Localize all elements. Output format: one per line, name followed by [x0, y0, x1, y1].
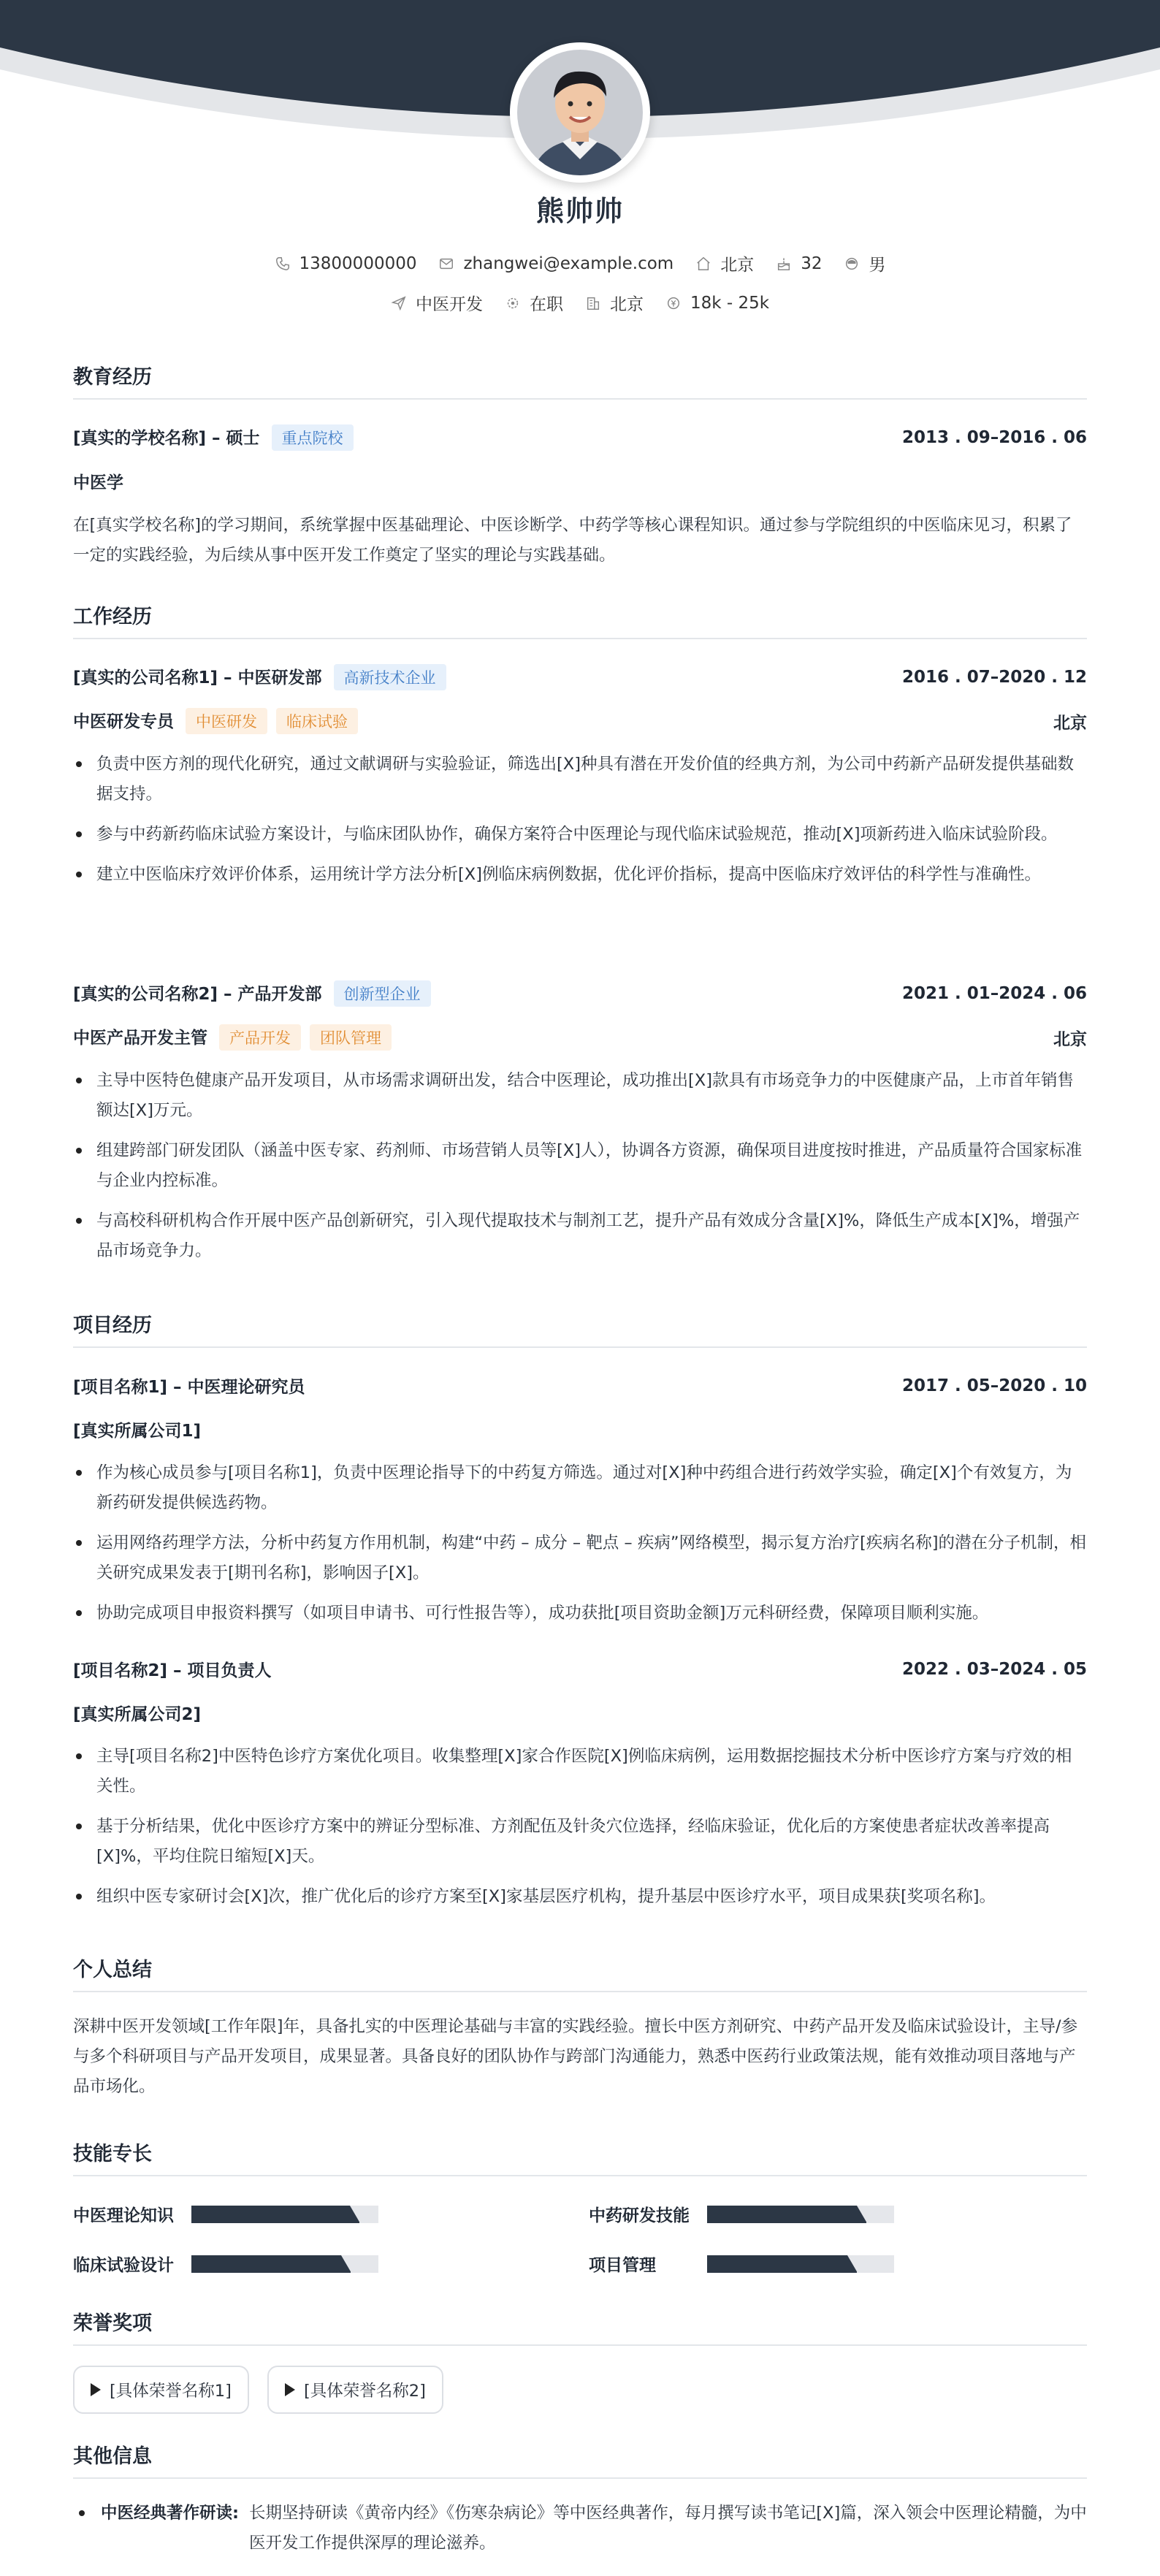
status-icon [505, 295, 521, 311]
project-name: [项目名称2] – 项目负责人 [73, 1661, 272, 1680]
company-name: [真实的公司名称1] – 中医研发部 [73, 668, 322, 687]
company-name: [真实的公司名称2] – 产品开发部 [73, 985, 322, 1004]
role-group [73, 708, 358, 734]
list-item: 协助完成项目申报资料撰写（如项目申请书、可行性报告等），成功获批[项目资助金额]万元科研经费，保障项目顺利实施。 [73, 1598, 1087, 1628]
bullet-dot [79, 2510, 85, 2516]
phone-text: 13800000000 [299, 254, 417, 273]
job-bullets [73, 750, 1087, 900]
project-bullets [73, 1742, 1087, 1922]
project-org: [真实所属公司1] [73, 1422, 202, 1441]
job-info-row [0, 291, 1160, 315]
summary-text: 深耕中医开发领域[工作年限]年，具备扎实的中医理论基础与丰富的实践经验。擅长中医方剂研究、中药产品开发及临床试验设计，主导/参与多个科研项目与产品开发项目，成果显著。具备良好的团队协作与跨部门沟通能力，熟悉中医药行业政策法规，能有效推动项目落地与产品市场化。 [73, 2017, 1078, 2096]
company-name-group [73, 664, 446, 690]
list-item: 运用网络药理学方法，分析中药复方作用机制，构建“中药 – 成分 – 靶点 – 疾病”网络模型，揭示复方治疗[疾病名称]的潜在分子机制，相关研究成果发表于[期刊名称]，影响因子[X]。 [73, 1528, 1087, 1588]
project-period: 2017 . 05–2020 . 10 [901, 1376, 1087, 1395]
list-item: 参与中药新药临床试验方案设计，与临床团队协作，确保方案符合中医理论与现代临床试验规范，推动[X]项新药进入临床试验阶段。 [73, 820, 1087, 850]
skill-item [589, 2202, 894, 2226]
project-name: [项目名称1] – 中医理论研究员 [73, 1378, 305, 1397]
skill-bar-fill [191, 2206, 359, 2223]
list-item: 负责中医方剂的现代化研究，通过文献调研与实验验证，筛选出[X]种具有潜在开发价值的经典方剂，为公司中药新产品研发提供基础数据支持。 [73, 750, 1087, 809]
salary-item [665, 294, 769, 313]
gender-item [844, 251, 885, 275]
education-section-title: 教育经历 [73, 361, 1087, 400]
location-text: 北京 [720, 256, 755, 275]
avatar [510, 42, 650, 183]
target-position-text: 中医开发 [415, 295, 483, 314]
honors-section-title: 荣誉奖项 [73, 2307, 1087, 2346]
education-period: 2013 . 09–2016 . 06 [901, 428, 1087, 447]
summary-section-title: 个人总结 [73, 1954, 1087, 1992]
age-item [776, 254, 822, 273]
role-tag: 临床试验 [276, 708, 358, 734]
list-item: 组织中医专家研讨会[X]次，推广优化后的诊疗方案至[X]家基层医疗机构，提升基层中医诊疗水平，项目成果获[奖项名称]。 [73, 1882, 1087, 1912]
list-item: 主导中医特色健康产品开发项目，从市场需求调研出发，结合中医理论，成功推出[X]款具有市场竞争力的中医健康产品，上市首年销售额达[X]万元。 [73, 1066, 1087, 1126]
gender-icon [844, 256, 860, 272]
location-item [695, 251, 754, 275]
project-header [73, 1373, 1087, 1398]
job-period: 2021 . 01–2024 . 06 [901, 984, 1087, 1003]
age-icon [776, 256, 792, 272]
role-group [73, 1024, 392, 1051]
skill-item [73, 2202, 378, 2226]
work-section-title: 工作经历 [73, 601, 1087, 639]
school-name: [真实的学校名称] – 硕士 [73, 429, 260, 448]
skill-item [589, 2252, 894, 2276]
school-name-group [73, 424, 354, 451]
job-header [73, 980, 1087, 1007]
skill-bar [707, 2206, 894, 2223]
list-item: 作为核心成员参与[项目名称1]，负责中医理论指导下的中药复方筛选。通过对[X]种中药组合进行药效学实验，确定[X]个有效复方，为新药研发提供候选药物。 [73, 1458, 1087, 1518]
education-header [73, 424, 1087, 451]
skill-name: 中医理论知识 [73, 2206, 174, 2225]
honor-item [267, 2366, 443, 2414]
job-city: 北京 [1053, 1029, 1087, 1049]
status-text: 在职 [529, 295, 563, 314]
skill-bar [191, 2255, 378, 2273]
other-info-label: 中医经典著作研读: [101, 2504, 239, 2523]
project-org: [真实所属公司2] [73, 1705, 202, 1724]
others-section-title: 其他信息 [73, 2440, 1087, 2479]
list-item: 建立中医临床疗效评价体系，运用统计学方法分析[X]例临床病例数据，优化评价指标，提高中医临床疗效评估的科学性与准确性。 [73, 860, 1087, 890]
company-name-group [73, 980, 431, 1007]
job-bullets [73, 1066, 1087, 1276]
skill-name: 中药研发技能 [589, 2206, 690, 2225]
education-description: 在[真实学校名称]的学习期间，系统掌握中医基础理论、中医诊断学、中药学等核心课程知识。通过参与学院组织的中医临床见习，积累了一定的实践经验，为后续从事中医开发工作奠定了坚实的理论与实践基础。 [73, 516, 1072, 565]
job-city: 北京 [1053, 713, 1087, 733]
salary-icon [665, 295, 682, 311]
skill-bar [191, 2206, 378, 2223]
role-tag: 团队管理 [310, 1024, 392, 1051]
skill-bar-fill [707, 2255, 857, 2273]
mail-icon [438, 256, 454, 272]
list-item: 基于分析结果，优化中医诊疗方案中的辨证分型标准、方剂配伍及针灸穴位选择，经临床验证，优化后的方案使患者症状改善率提高[X]%，平均住院日缩短[X]天。 [73, 1812, 1087, 1872]
job-header [73, 664, 1087, 690]
job-role: 中医研发专员 [73, 712, 174, 731]
skill-item [73, 2252, 378, 2276]
job-role-row [73, 708, 1087, 734]
company-tag: 创新型企业 [334, 980, 431, 1007]
project-period: 2022 . 03–2024 . 05 [901, 1659, 1087, 1679]
honor-name: [具体荣誉名称1] [110, 2382, 232, 2401]
phone-icon [275, 256, 291, 272]
skill-bar-fill [191, 2255, 351, 2273]
role-tag: 中医研发 [186, 708, 267, 734]
work-city-text: 北京 [609, 295, 644, 314]
contact-info-row [0, 251, 1160, 275]
list-item: 主导[项目名称2]中医特色诊疗方案优化项目。收集整理[X]家合作医院[X]例临床病例，运用数据挖掘技术分析中医诊疗方案与疗效的相关性。 [73, 1742, 1087, 1802]
triangle-icon [91, 2383, 101, 2396]
work-city-item [585, 291, 644, 315]
role-tag: 产品开发 [219, 1024, 301, 1051]
status-item [505, 291, 563, 315]
list-item: 与高校科研机构合作开展中医产品创新研究，引入现代提取技术与制剂工艺，提升产品有效成分含量[X]%，降低生产成本[X]%，增强产品市场竞争力。 [73, 1206, 1087, 1266]
school-tag: 重点院校 [272, 424, 354, 451]
other-info-text: 长期坚持研读《黄帝内经》《伤寒杂病论》等中医经典著作，每月撰写读书笔记[X]篇，深入领会中医理论精髓，为中医开发工作提供深厚的理论滋养。 [249, 2504, 1087, 2553]
projects-section-title: 项目经历 [73, 1309, 1087, 1348]
project-header [73, 1657, 1087, 1681]
candidate-name: 熊帅帅 [535, 195, 624, 227]
skill-name: 项目管理 [589, 2256, 656, 2275]
list-item: 组建跨部门研发团队（涵盖中医专家、药剂师、市场营销人员等[X]人），协调各方资源，确保项目进度按时推进，产品质量符合国家标准与企业内控标准。 [73, 1136, 1087, 1196]
target-position-item [391, 291, 483, 315]
salary-text: 18k - 25k [690, 293, 770, 313]
phone-item [275, 254, 417, 273]
major: 中医学 [73, 473, 123, 492]
skills-section-title: 技能专长 [73, 2138, 1087, 2176]
project-bullets [73, 1458, 1087, 1639]
skill-bar [707, 2255, 894, 2273]
other-info-item [73, 2499, 1087, 2558]
gender-text: 男 [869, 256, 886, 275]
triangle-icon [285, 2383, 295, 2396]
job-role: 中医产品开发主管 [73, 1029, 207, 1048]
email-item [438, 254, 674, 273]
building-icon [585, 295, 601, 311]
honor-item [73, 2366, 249, 2414]
email-text: zhangwei@example.com [463, 254, 674, 273]
home-icon [695, 256, 711, 272]
skill-bar-fill [707, 2206, 866, 2223]
send-icon [391, 295, 407, 311]
job-role-row [73, 1024, 1087, 1051]
job-period: 2016 . 07–2020 . 12 [901, 668, 1087, 687]
age-text: 32 [801, 254, 823, 273]
company-tag: 高新技术企业 [334, 664, 446, 690]
skill-name: 临床试验设计 [73, 2256, 174, 2275]
honor-name: [具体荣誉名称2] [304, 2382, 426, 2401]
